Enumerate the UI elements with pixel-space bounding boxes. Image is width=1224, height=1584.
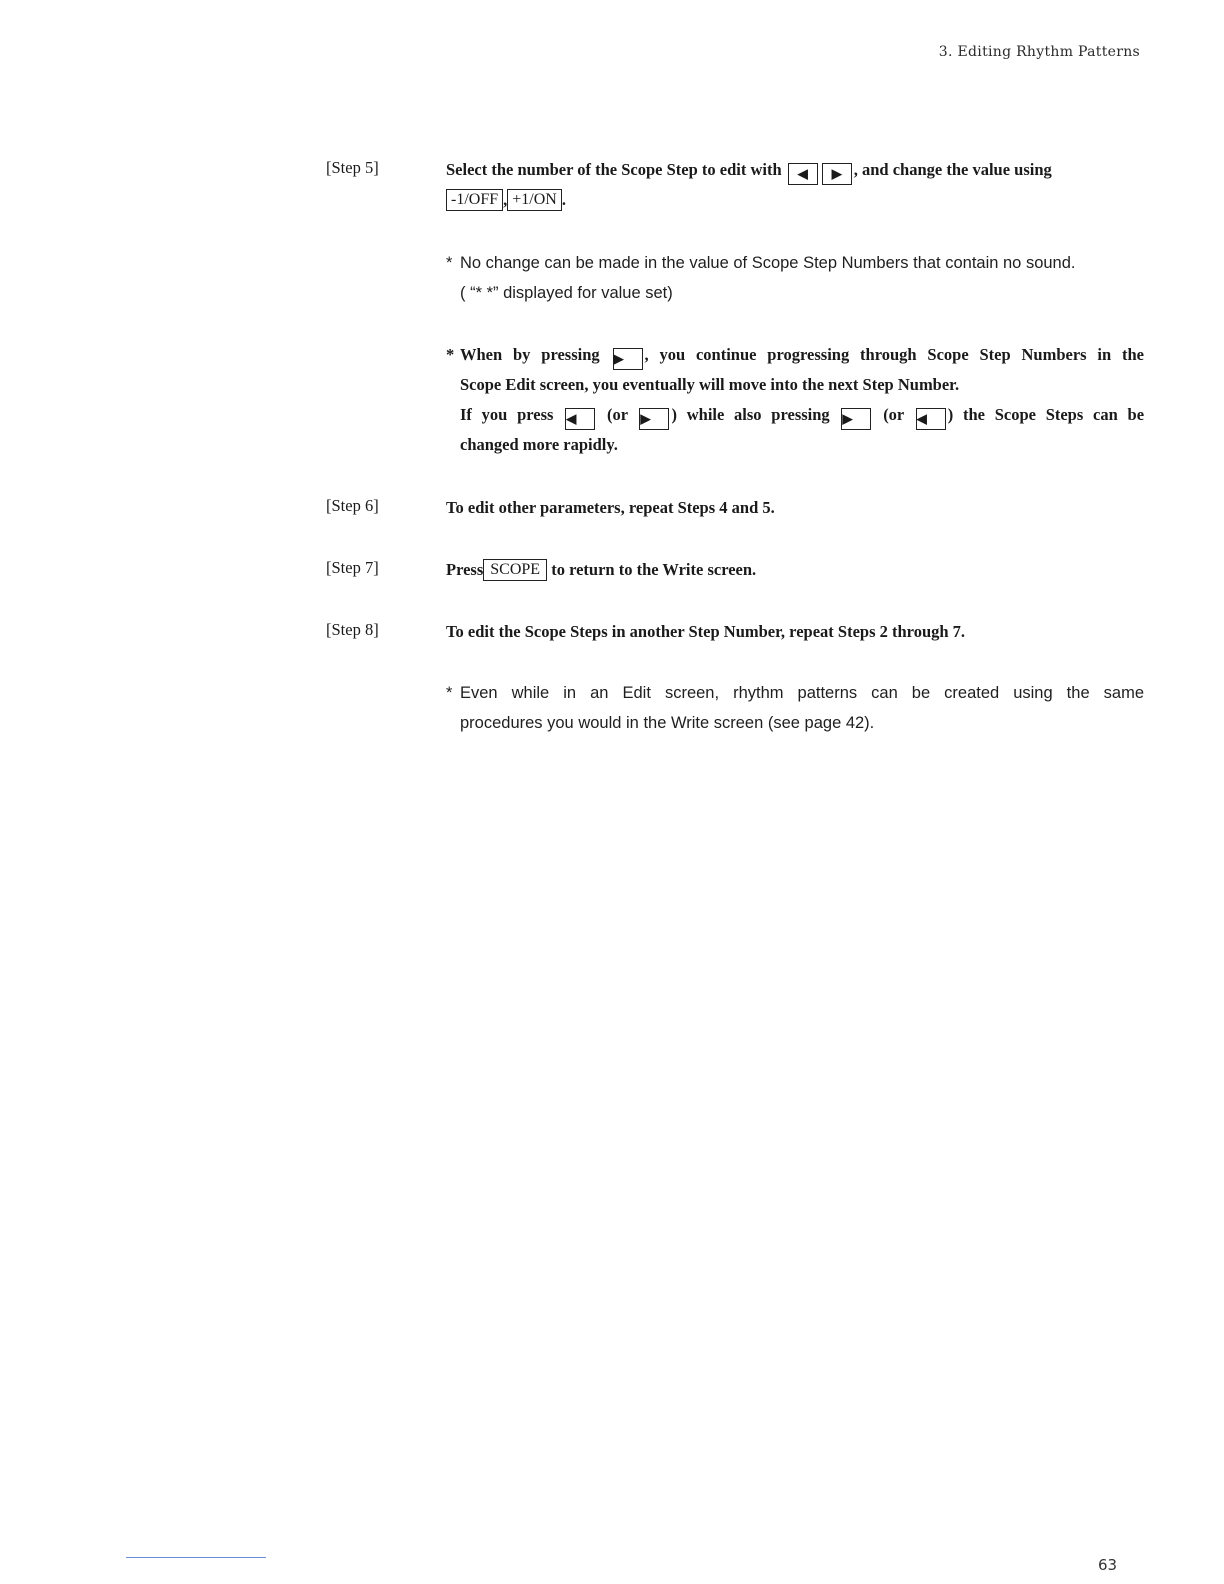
- note-2-line-4: changed more rapidly.: [460, 435, 618, 454]
- key-separator: ,: [503, 190, 508, 209]
- step-5-label: [Step 5]: [326, 158, 379, 177]
- step-8-note-text-1: Even while in an Edit screen, rhythm patterns can be created using the same: [460, 684, 1144, 702]
- step-6-label: [Step 6]: [326, 496, 379, 515]
- step-5-line-1: [446, 155, 1144, 185]
- step-8-text: To edit the Scope Steps in another Step Number, repeat Steps 2 through 7.: [446, 622, 966, 641]
- right-arrow-key-icon: ▶: [613, 348, 643, 370]
- step-5-line-2: [446, 185, 1144, 215]
- note-2-text-b: , you continue progressing through Scope Step Numbers in the: [644, 345, 1145, 364]
- step-5-note-2: [446, 340, 1144, 460]
- plus-on-key: +1/ON: [507, 189, 562, 211]
- note-2-text-g: ) the Scope Steps can be: [947, 405, 1145, 424]
- note-2-text-d: (or: [606, 405, 628, 424]
- step-8-note: [446, 678, 1144, 738]
- step-5-note-1: [446, 248, 1144, 308]
- step-5-text-a: Select the number of the Scope Step to edit with: [446, 160, 782, 179]
- asterisk: *: [446, 684, 453, 702]
- step-7-text: [446, 555, 1144, 585]
- right-arrow-key-icon: ▶: [841, 408, 871, 430]
- step-6-text: To edit other parameters, repeat Steps 4 and 5.: [446, 498, 775, 517]
- step-8-note-line-2: procedures you would in the Write screen (see page 42).: [460, 714, 875, 732]
- note-2-text-f: (or: [883, 405, 904, 424]
- divider-line: [126, 1557, 266, 1558]
- step-7-label: [Step 7]: [326, 558, 379, 577]
- scope-key: SCOPE: [483, 559, 547, 581]
- step-8-label: [Step 8]: [326, 620, 379, 639]
- step-8-note-line-1: [446, 678, 1144, 708]
- right-arrow-key-icon: ▶: [822, 163, 852, 185]
- note-1-line-2: ( “* *” displayed for value set): [460, 284, 673, 302]
- note-2-line-3: [446, 400, 1144, 430]
- left-arrow-key-icon: ◀: [565, 408, 595, 430]
- asterisk: *: [446, 345, 455, 364]
- step-7-text-a: Press: [446, 560, 484, 579]
- note-2-text-a: When by pressing: [460, 345, 600, 364]
- note-2-text-c: If you press: [460, 405, 554, 424]
- page-number: 63: [1098, 1556, 1118, 1574]
- sentence-end: .: [561, 190, 566, 209]
- note-2-line-1: [446, 340, 1144, 370]
- page-header: 3. Editing Rhythm Patterns: [938, 44, 1140, 60]
- minus-off-key: -1/OFF: [446, 189, 503, 211]
- step-5-text-b: , and change the value using: [853, 160, 1052, 179]
- left-arrow-key-icon: ◀: [788, 163, 818, 185]
- note-1-line-1: No change can be made in the value of Scope Step Numbers that contain no sound.: [460, 254, 1076, 272]
- note-2-text-e: ) while also pressing: [671, 405, 830, 424]
- step-7-text-b: to return to the Write screen.: [551, 560, 757, 579]
- right-arrow-key-icon: ▶: [639, 408, 669, 430]
- note-2-line-2: Scope Edit screen, you eventually will move into the next Step Number.: [460, 375, 960, 394]
- asterisk: *: [446, 254, 453, 272]
- step-5-text: [446, 155, 1144, 215]
- left-arrow-key-icon: ◀: [916, 408, 946, 430]
